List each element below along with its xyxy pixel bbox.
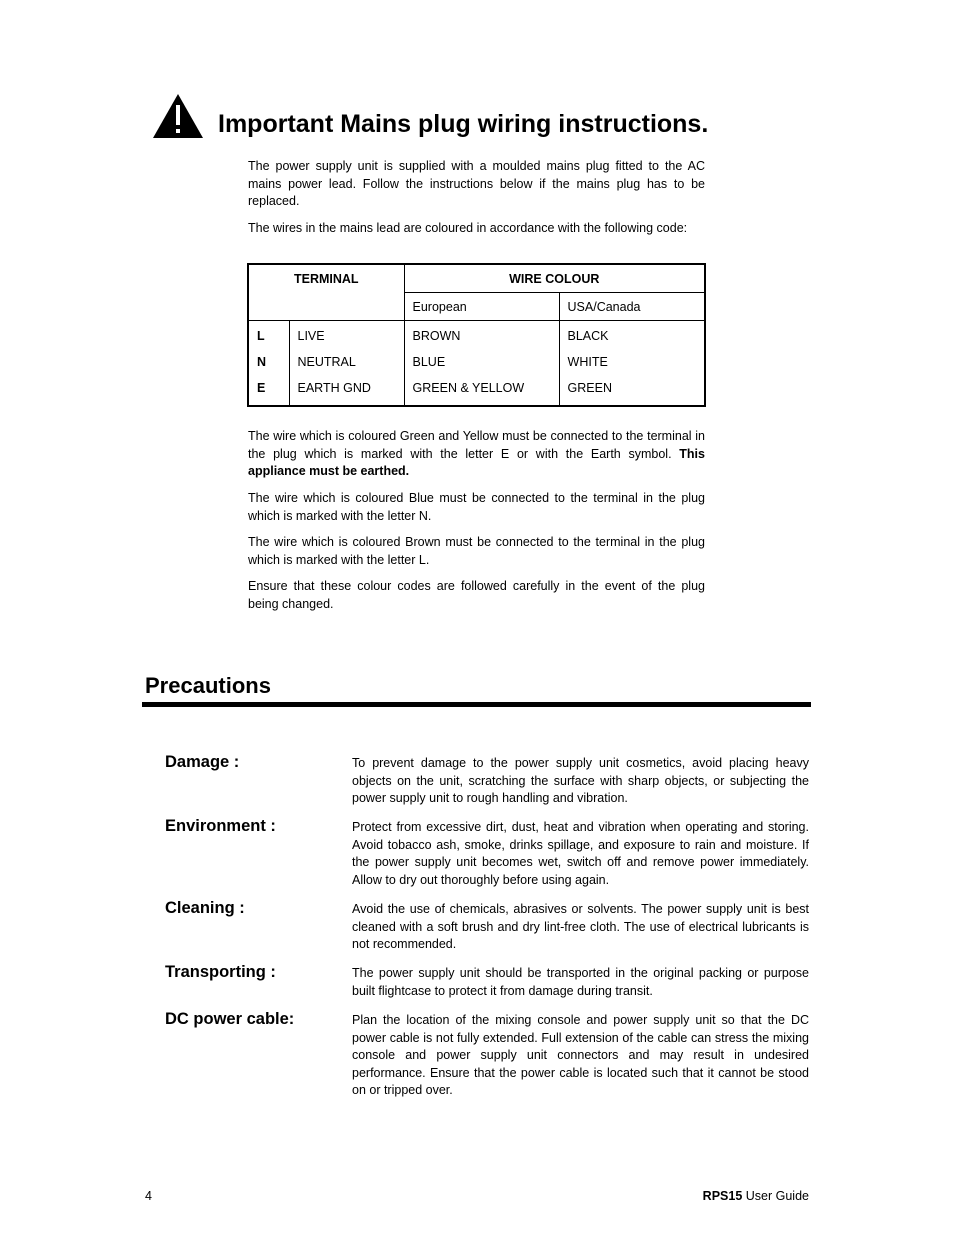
terminal-name: EARTH GND bbox=[289, 375, 404, 406]
usa-colour: GREEN bbox=[559, 375, 705, 406]
precaution-label-transporting: Transporting : bbox=[165, 963, 276, 981]
precaution-text-transporting: The power supply unit should be transported in the original packing or purpose built flightcase to protect it from damage during transit. bbox=[352, 966, 809, 998]
terminal-header: TERMINAL bbox=[293, 271, 359, 286]
precaution-label-dc-power-cable: DC power cable: bbox=[165, 1010, 295, 1028]
european-colour: BROWN bbox=[404, 321, 559, 350]
section-divider bbox=[142, 702, 811, 707]
table-row bbox=[248, 349, 705, 375]
intro-paragraph: The power supply unit is supplied with a moulded mains plug fitted to the AC mains power lead. Follow the instructions below if the mains plug has to be replaced. bbox=[248, 159, 705, 208]
precaution-label-damage: Damage : bbox=[165, 753, 240, 771]
footer-guide: User Guide bbox=[745, 1189, 809, 1203]
neutral-wire-paragraph: The wire which is coloured Blue must be connected to the terminal in the plug which is marked with the letter N. bbox=[248, 491, 705, 523]
earth-wire-text: The wire which is coloured Green and Yellow must be connected to the terminal in the plug which is marked with the letter E or with the Earth symbol. bbox=[248, 429, 705, 461]
footer-product-title bbox=[703, 1189, 809, 1203]
precaution-text-damage: To prevent damage to the power supply unit cosmetics, avoid placing heavy objects on the unit, scratching the surface with sharp objects, or subjecting the power supply unit to rough handling and vibration. bbox=[352, 756, 809, 805]
usa-colour: BLACK bbox=[559, 321, 705, 350]
colour-code-caution: Ensure that these colour codes are followed carefully in the event of the plug being changed. bbox=[248, 579, 705, 611]
usa-header: USA/Canada bbox=[559, 293, 705, 321]
terminal-code: N bbox=[257, 355, 267, 369]
live-wire-paragraph: The wire which is coloured Brown must be connected to the terminal in the plug which is marked with the letter L. bbox=[248, 535, 705, 567]
warning-triangle-icon bbox=[152, 93, 204, 139]
wire-colour-table bbox=[247, 263, 706, 407]
terminal-header-spacer bbox=[248, 293, 404, 321]
european-colour: GREEN & YELLOW bbox=[404, 375, 559, 406]
earthed-warning: This appliance must be earthed. bbox=[248, 446, 705, 478]
footer-product: RPS15 bbox=[702, 1189, 743, 1203]
terminal-name: NEUTRAL bbox=[289, 349, 404, 375]
earth-wire-paragraph bbox=[248, 428, 705, 481]
table-row bbox=[248, 321, 705, 350]
page-number: 4 bbox=[145, 1189, 152, 1203]
precaution-text-environment: Protect from excessive dirt, dust, heat and vibration when operating and storing. Avoid tobacco ash, smoke, drinks spillage, and exposure to rain and moisture. If the power supply unit becomes wet, switch off and remove power immediately. Allow to dry out thoroughly before using again. bbox=[352, 820, 809, 887]
wire-colour-header: WIRE COLOUR bbox=[404, 264, 705, 293]
terminal-code: L bbox=[257, 329, 265, 343]
usa-colour: WHITE bbox=[559, 349, 705, 375]
colour-code-intro: The wires in the mains lead are coloured in accordance with the following code: bbox=[248, 221, 688, 235]
european-colour: BLUE bbox=[404, 349, 559, 375]
precaution-label-environment: Environment : bbox=[165, 817, 276, 835]
terminal-code: E bbox=[257, 381, 266, 395]
table-row bbox=[248, 375, 705, 406]
terminal-name: LIVE bbox=[289, 321, 404, 350]
precaution-text-cleaning: Avoid the use of chemicals, abrasives or solvents. The power supply unit is best cleaned with a soft brush and dry lint-free cloth. The use of electrical lubricants is not recommended. bbox=[352, 902, 809, 951]
precautions-title: Precautions bbox=[145, 673, 271, 698]
european-header: European bbox=[404, 293, 559, 321]
precaution-text-dc-power-cable: Plan the location of the mixing console and power supply unit so that the DC power cable is not fully extended. Full extension of the cable can stress the mixing console and power supply unit connectors and may result in undesired performance. Ensure that the power cable is located such that it cannot be stood on or tripped over. bbox=[352, 1013, 809, 1097]
precaution-label-cleaning: Cleaning : bbox=[165, 899, 245, 917]
page-title: Important Mains plug wiring instructions. bbox=[218, 110, 709, 138]
